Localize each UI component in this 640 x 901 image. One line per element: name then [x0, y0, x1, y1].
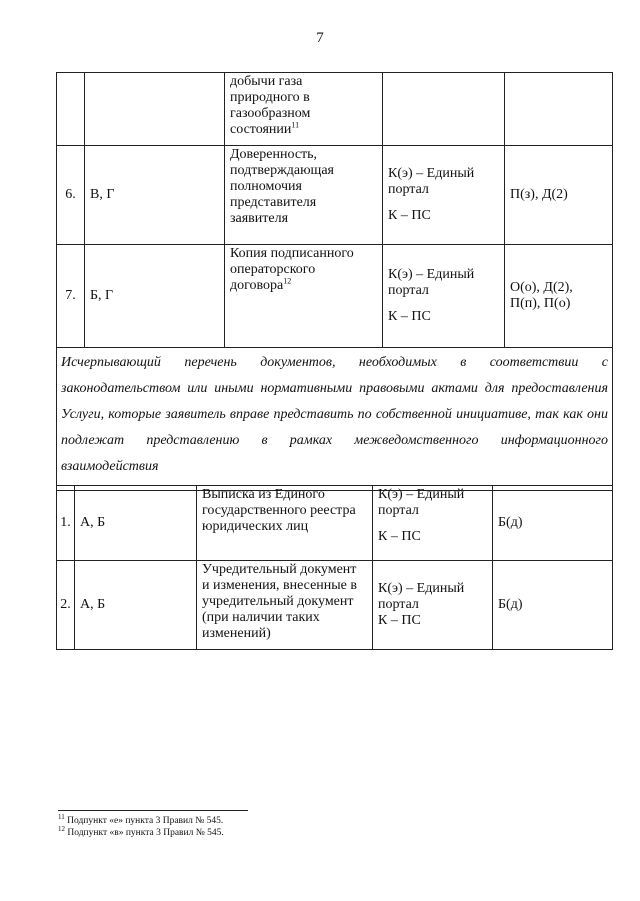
document-text: Копия подписанного: [230, 246, 354, 261]
category-cell: А, Б: [75, 561, 197, 650]
documents-table-upper: [56, 72, 613, 491]
footnote-ref: 11: [291, 120, 300, 130]
channel-cell: [373, 486, 493, 561]
document-text: газообразном: [230, 106, 311, 121]
channel-text: портал: [388, 283, 429, 298]
row-number: 7.: [57, 245, 85, 348]
document-text: подтверждающая: [230, 163, 334, 178]
document-text: Доверенность,: [230, 147, 318, 162]
channel-text: портал: [378, 597, 419, 612]
table-row: [57, 348, 613, 491]
result-cell: Б(д): [493, 486, 613, 561]
document-text: состоянии: [230, 122, 292, 137]
document-text: изменений): [202, 626, 271, 641]
channel-text: К(э) – Единый: [378, 581, 465, 596]
document-text: природного в: [230, 90, 310, 105]
footnote-ref: 12: [283, 276, 292, 286]
document-text: Выписка из Единого: [202, 487, 325, 502]
table-cell: [505, 73, 613, 146]
document-cell: [197, 486, 373, 561]
document-text: полномочия: [230, 179, 302, 194]
channel-text: портал: [388, 182, 429, 197]
footnote: [58, 812, 224, 827]
channel-text: К(э) – Единый: [388, 166, 475, 181]
result-cell: [505, 146, 613, 245]
channel-text: К(э) – Единый: [378, 487, 465, 502]
channel-cell: [383, 245, 505, 348]
document-cell: [225, 146, 383, 245]
footnotes: [58, 812, 224, 839]
document-text: представителя: [230, 195, 317, 210]
document-text: заявителя: [230, 211, 289, 226]
footnote-ref: 12: [58, 824, 65, 833]
document-text: договора: [230, 278, 284, 293]
document-text: операторского: [230, 262, 316, 277]
channel-text: К – ПС: [378, 613, 421, 628]
document-text: добычи газа: [230, 74, 303, 89]
category-cell: В, Г: [85, 146, 225, 245]
result-text: О(о), Д(2),: [510, 280, 573, 295]
row-number: 1.: [57, 486, 75, 561]
channel-cell: [383, 146, 505, 245]
channel-text: К – ПС: [388, 309, 431, 324]
result-cell: [505, 245, 613, 348]
document-text: (при наличии таких: [202, 610, 320, 625]
document-text: юридических лиц: [202, 519, 309, 534]
table-row: [57, 486, 613, 561]
result-text: П(з), Д(2): [510, 187, 568, 202]
channel-text: К – ПС: [378, 529, 421, 544]
document-cell: [197, 561, 373, 650]
channel-cell: [373, 561, 493, 650]
document-text: государственного реестра: [202, 503, 356, 518]
document-text: учредительный документ: [202, 594, 354, 609]
footnote-text: Подпункт «в» пункта 3 Правил № 545.: [67, 828, 224, 838]
document-cell: [225, 245, 383, 348]
document-text: и изменения, внесенные в: [202, 578, 357, 593]
category-cell: А, Б: [75, 486, 197, 561]
footnote-text: Подпункт «е» пункта 3 Правил № 545.: [67, 816, 224, 826]
documents-table-lower: [56, 485, 613, 650]
category-cell: Б, Г: [85, 245, 225, 348]
page-number: 7: [316, 30, 324, 46]
footnote: [58, 824, 224, 839]
table-row: [57, 245, 613, 348]
row-number: 2.: [57, 561, 75, 650]
footnote-divider: [58, 810, 248, 811]
channel-text: К – ПС: [388, 208, 431, 223]
footnote-ref: 11: [58, 812, 65, 821]
table-row: [57, 73, 613, 146]
table-row: [57, 561, 613, 650]
table-cell: [85, 73, 225, 146]
table-row: [57, 146, 613, 245]
table-cell: [383, 73, 505, 146]
result-cell: Б(д): [493, 561, 613, 650]
document-cell: [225, 73, 383, 146]
channel-text: портал: [378, 503, 419, 518]
channel-text: К(э) – Единый: [388, 267, 475, 282]
document-text: Учредительный документ: [202, 562, 357, 577]
section-note: Исчерпывающий перечень документов, необходимых в соответствии с законодательством или иными нормативными правовыми актами для предоставления Услуги, которые заявитель вправе представить по собственной инициативе, так как они подлежат представлению в рамках межведомственного информационного взаимодействия: [57, 348, 613, 491]
row-number: 6.: [57, 146, 85, 245]
result-text: П(п), П(о): [510, 296, 571, 311]
table-cell: [57, 73, 85, 146]
